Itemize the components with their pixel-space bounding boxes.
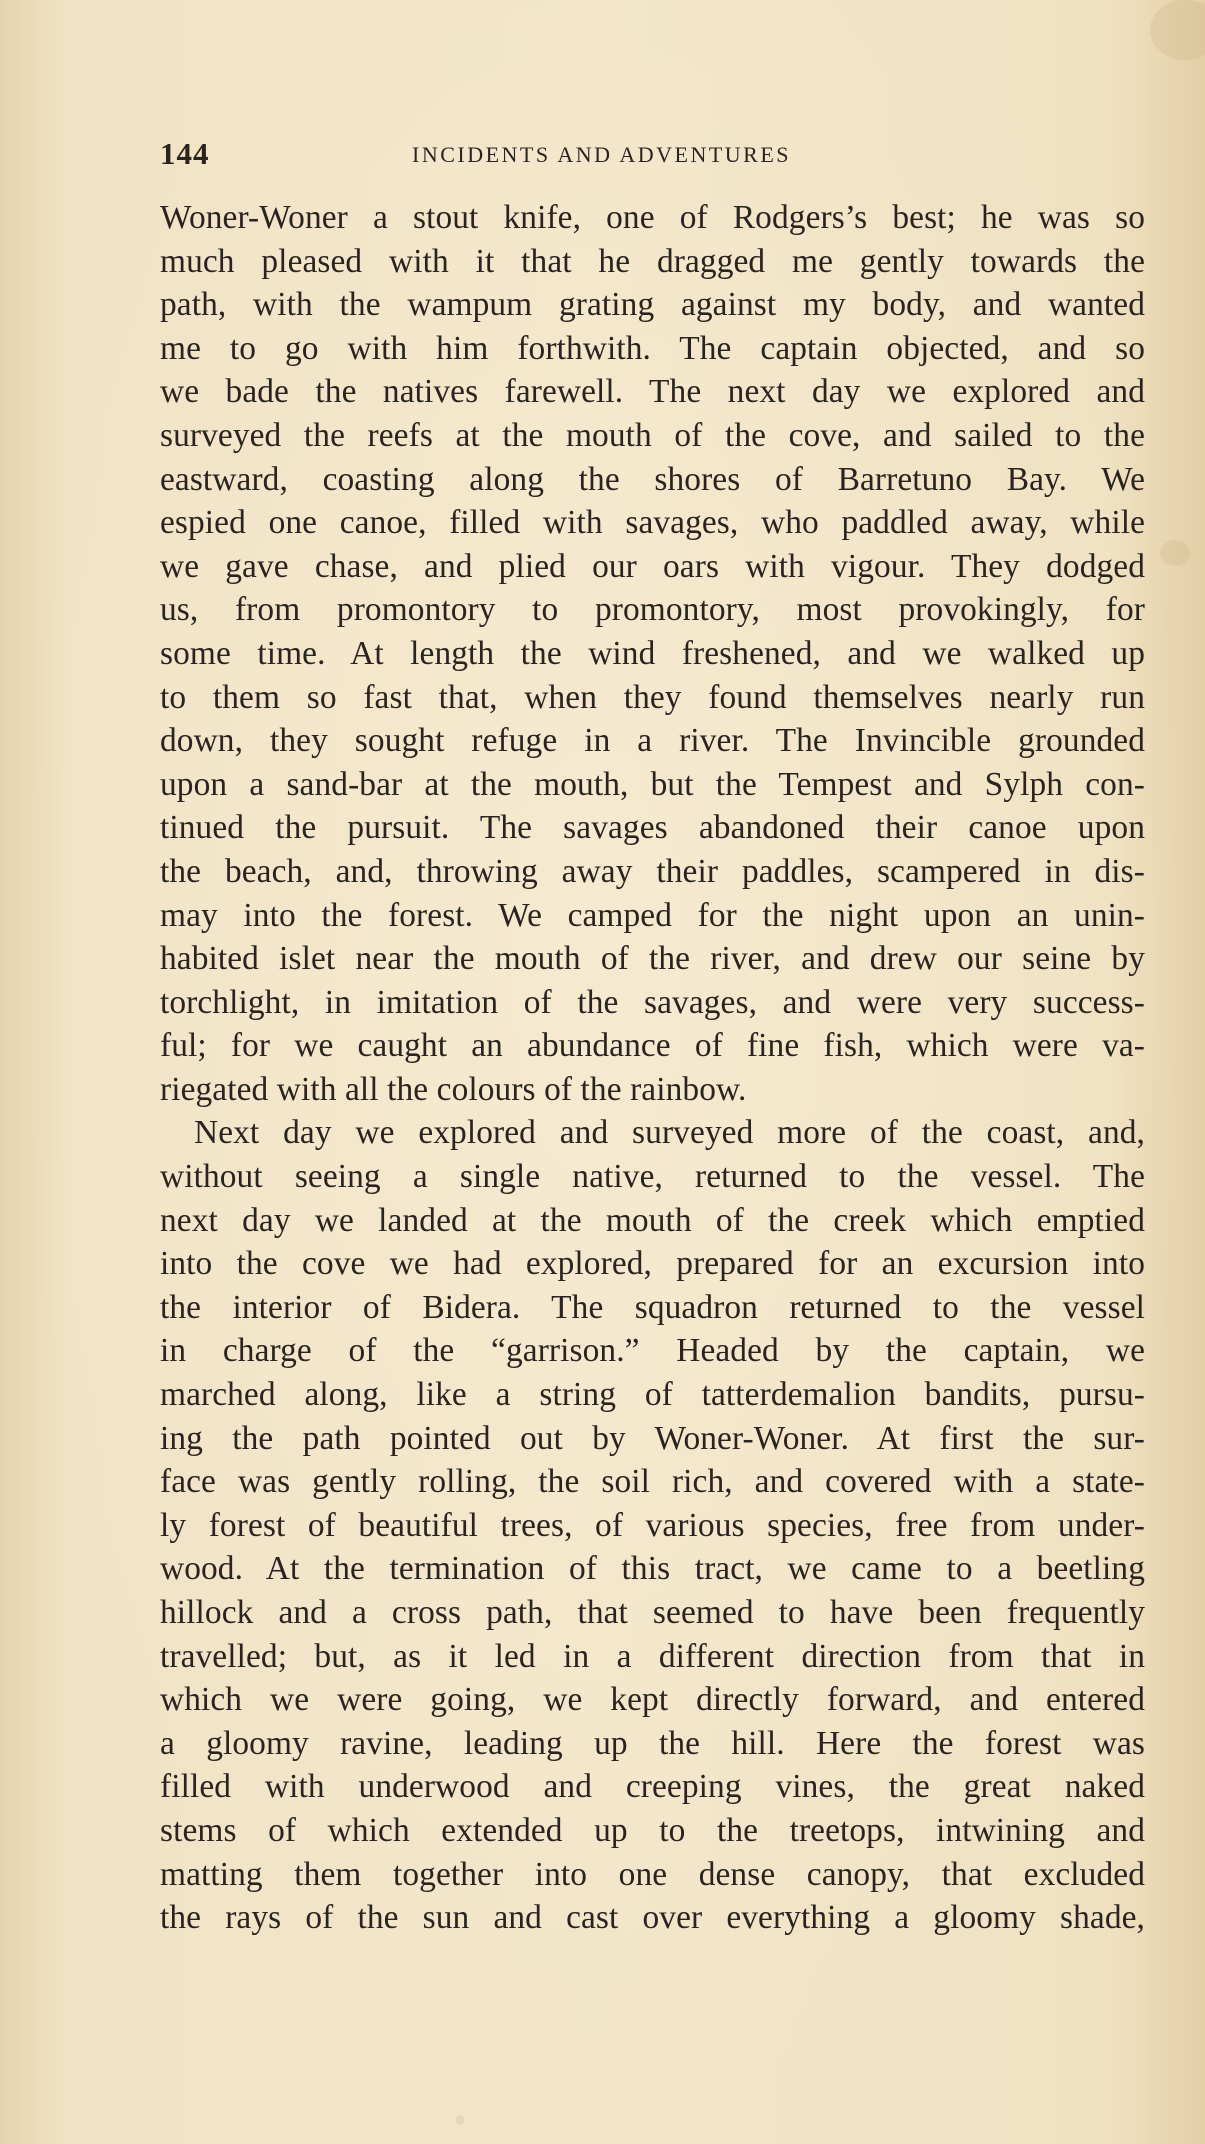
paper-stain	[1160, 540, 1190, 566]
text-line: path, with the wampum grating against my body, and wanted	[160, 286, 1145, 324]
text-line: ly forest of beautiful trees, of various species, free from under-	[160, 1506, 1145, 1544]
text-line: ful; for we caught an abundance of fine fish, which were va-	[160, 1027, 1145, 1065]
page-header	[160, 136, 905, 176]
text-line: marched along, like a string of tatterdemalion bandits, pursu-	[160, 1376, 1145, 1414]
text-line: tinued the pursuit. The savages abandoned their canoe upon	[160, 809, 1145, 847]
text-line: ing the path pointed out by Woner-Woner. At first the sur-	[160, 1419, 1145, 1457]
paper-stain	[1150, 0, 1205, 60]
text-line: surveyed the reefs at the mouth of the cove, and sailed to the	[160, 416, 1145, 454]
text-line: wood. At the termination of this tract, we came to a beetling	[160, 1550, 1145, 1588]
text-line: filled with underwood and creeping vines, the great naked	[160, 1768, 1145, 1806]
text-line: espied one canoe, filled with savages, who paddled away, while	[160, 504, 1145, 542]
text-line: to them so fast that, when they found themselves nearly run	[160, 678, 1145, 716]
text-line: habited islet near the mouth of the river, and drew our seine by	[160, 940, 1145, 978]
text-line: we gave chase, and plied our oars with vigour. They dodged	[160, 547, 1145, 585]
text-line: some time. At length the wind freshened, and we walked up	[160, 634, 1145, 672]
text-line: we bade the natives farewell. The next day we explored and	[160, 373, 1145, 411]
text-line: face was gently rolling, the soil rich, and covered with a state-	[160, 1463, 1145, 1501]
text-line: hillock and a cross path, that seemed to have been frequently	[160, 1594, 1145, 1631]
text-line: torchlight, in imitation of the savages, and were very success-	[160, 983, 1145, 1021]
paper-stain	[455, 2115, 465, 2125]
text-line: travelled; but, as it led in a different direction from that in	[160, 1637, 1145, 1675]
text-line: much pleased with it that he dragged me gently towards the	[160, 242, 1145, 280]
text-line: me to go with him forthwith. The captain objected, and so	[160, 329, 1145, 367]
text-line: upon a sand-bar at the mouth, but the Tempest and Sylph con-	[160, 765, 1145, 803]
text-line: down, they sought refuge in a river. The Invincible grounded	[160, 722, 1145, 760]
text-line: without seeing a single native, returned to the vessel. The	[160, 1158, 1145, 1196]
running-head: INCIDENTS AND ADVENTURES	[412, 142, 791, 167]
paragraph	[160, 1111, 1145, 1939]
text-line: riegated with all the colours of the rainbow.	[160, 1070, 747, 1108]
paragraph	[160, 196, 1145, 1111]
text-line: the interior of Bidera. The squadron returned to the vessel	[160, 1288, 1145, 1326]
text-line: the rays of the sun and cast over everything a gloomy shade,	[160, 1899, 1145, 1937]
body-text	[160, 196, 1145, 1940]
text-line: matting them together into one dense canopy, that excluded	[160, 1855, 1145, 1893]
text-line: may into the forest. We camped for the night upon an unin-	[160, 896, 1145, 934]
text-line: a gloomy ravine, leading up the hill. Here the forest was	[160, 1724, 1145, 1762]
text-line: the beach, and, throwing away their paddles, scampered in dis-	[160, 852, 1145, 890]
text-line: stems of which extended up to the treetops, intwining and	[160, 1811, 1145, 1849]
page-number: 144	[160, 136, 210, 171]
text-line: Next day we explored and surveyed more of the coast, and,	[194, 1114, 1145, 1152]
text-line: next day we landed at the mouth of the creek which emptied	[160, 1201, 1145, 1239]
text-line: Woner-Woner a stout knife, one of Rodgers’s best; he was so	[160, 199, 1145, 236]
text-line: into the cove we had explored, prepared for an excursion into	[160, 1245, 1145, 1283]
text-line: us, from promontory to promontory, most provokingly, for	[160, 591, 1145, 629]
text-line: eastward, coasting along the shores of Barretuno Bay. We	[160, 460, 1145, 498]
text-line: which we were going, we kept directly forward, and entered	[160, 1681, 1145, 1719]
text-line: in charge of the “garrison.” Headed by the captain, we	[160, 1332, 1145, 1370]
